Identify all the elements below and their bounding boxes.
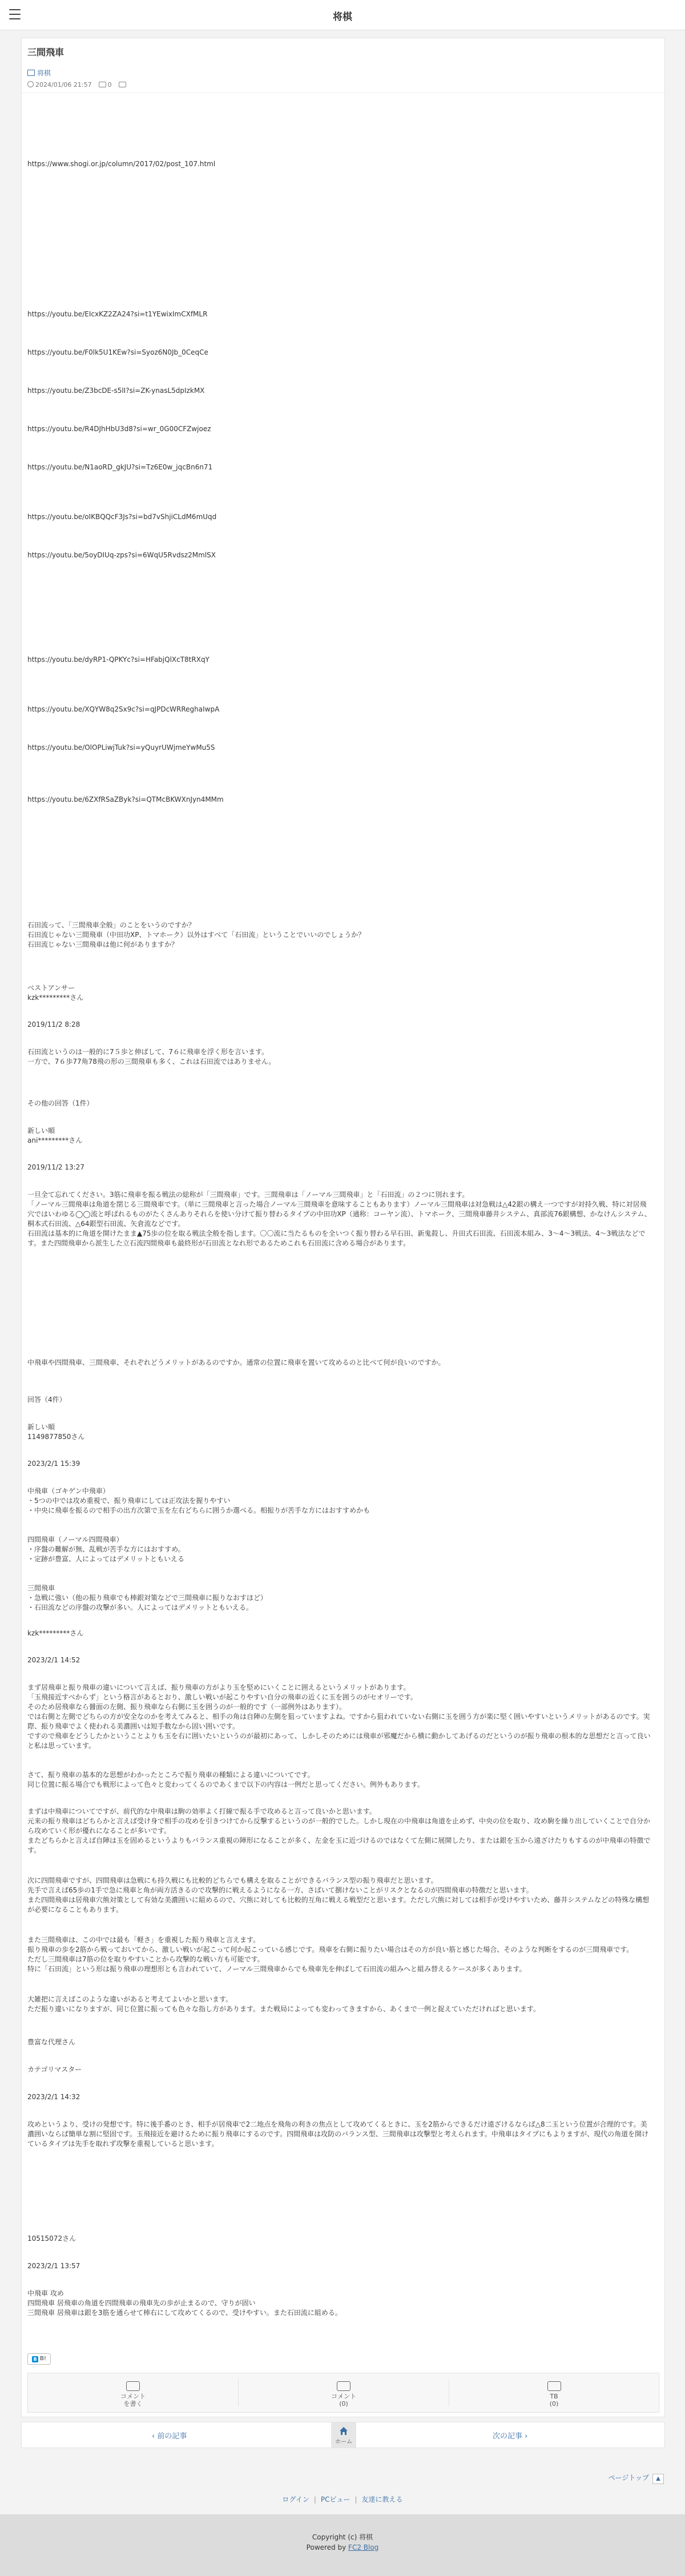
answer-date: 2019/11/2 13:27: [27, 1163, 84, 1171]
home-icon: [339, 2426, 348, 2436]
post-link[interactable]: https://youtu.be/dyRP1-QPKYc?si=HFabjQlXcT8tRXqY: [27, 656, 209, 664]
tell-friend-link[interactable]: 友達に教える: [361, 2495, 403, 2503]
post-link[interactable]: https://www.shogi.or.jp/column/2017/02/post_107.html: [27, 160, 216, 168]
fc2-blog-link[interactable]: FC2 Blog: [348, 2543, 379, 2551]
folder-icon: [27, 70, 35, 76]
clock-icon: [27, 81, 34, 87]
answer-author: 10515072さん: [27, 2235, 76, 2243]
post-datetime: 2024/01/06 21:57: [35, 81, 92, 89]
post-actions: [27, 2373, 659, 2413]
answer-date: 2023/2/1 13:57: [27, 2262, 80, 2270]
comment-button[interactable]: [239, 2373, 449, 2412]
other-answers-heading: その他の回答（1件）: [27, 1099, 94, 1107]
article-nav: [21, 2422, 665, 2448]
post-link[interactable]: https://youtu.be/Z3bcDE-s5lI?si=ZK-ynasL5dpIzkMX: [27, 387, 205, 395]
answer-date: 2019/11/2 8:28: [27, 1020, 80, 1028]
post-card: [21, 38, 665, 2417]
page-top-label[interactable]: ページトップ: [608, 2474, 649, 2482]
hatena-bookmark-label: B!: [40, 2356, 46, 2362]
answer-text: 三間飛車 ・急戦に強い（他の振り飛車でも棒銀対策などで三間飛車に振りなおすほど） ・石田流などの序盤の攻撃が多い。人によってはデメリットともいえる。: [27, 1584, 268, 1611]
post-link[interactable]: https://youtu.be/5oyDIUq-zps?si=6WqU5Rvdsz2MmlSX: [27, 551, 216, 559]
answers-heading: 回答（4件）: [27, 1396, 66, 1404]
post-header: [22, 38, 664, 93]
comment-write-icon: [126, 2381, 140, 2391]
post-link[interactable]: https://youtu.be/EIcxKZ2ZA24?si=t1YEwixImCXfMLR: [27, 310, 208, 318]
site-title[interactable]: 将棋: [333, 11, 352, 23]
answer-author: 豊富な代理さん: [27, 2038, 76, 2046]
answer-text: さて、振り飛車の基本的な思想がわかったところで振り飛車の種類による違いについてです。 同じ位置に振る場合でも戦形によって色々と変わってくるのであくまで以下の内容は一例だと思ってください。例外もあります。: [27, 1771, 424, 1789]
question-text: 石田流って、「三間飛車全般」のことをいうのですか？ 石田流じゃない三間飛車（中田功XP、トマホーク）以外はすべて「石田流」ということでいいのでしょうか？ 石田流じゃない三間飛車は他に何がありますか？: [27, 921, 365, 949]
answer-date: 2023/2/1 15:39: [27, 1460, 80, 1468]
powered-by: [0, 2543, 685, 2551]
write-comment-button[interactable]: [28, 2373, 238, 2412]
post-category-label[interactable]: 将棋: [37, 69, 51, 77]
answer-text: 石田流というのは一般的に7５歩と伸ばして、7６に飛車を浮く形を言います。 一方で、7６歩77角78飛の形の三間飛車も多く、これは石田流ではありません。: [27, 1048, 276, 1066]
post-category[interactable]: [27, 68, 51, 78]
next-article-label[interactable]: 次の記事: [493, 2432, 523, 2441]
answer-text: まずは中飛車についてですが、前代的な中飛車は駒の効率よく打線で振る手で攻めると言って良いかと思います。 元来の振り飛車はどちらかと言えば受け身で相手の攻めを引きつけてから反撃するというのが一般的でした。しかし現在の中飛車は角道を止めず、中央の位を取り、攻め駒を繰り出していくことで自分から攻めていく形が優れになることが多いです。 またどちらかと言えば自陣は玉を固めるというよりもバランス重視の陣形になることが多く、左金を玉に近づけるのではなくて左側に展開したり、または銀を玉から遠ざけたりもするのが中飛車の特徴です。: [27, 1807, 651, 1854]
separator: |: [354, 2495, 357, 2503]
page-top-link[interactable]: [609, 2473, 664, 2484]
post-link[interactable]: https://youtu.be/N1aoRD_gkJU?si=Tz6E0w_jqcBn6n71: [27, 463, 213, 471]
answer-text: 四間飛車（ノーマル四間飛車） ・序盤の難解が無、乱戦が苦手な方にはおすすめ。 ・定跡が豊富、人によってはデメリットともいえる: [27, 1536, 185, 1563]
answer-text: まず居飛車と振り飛車の違いについて言えば、振り飛車の方がより玉を堅めにいくことに囲えるというメリットがあります。 「玉飛接近すべからず」という格言があるとおり、激しい戦いが起こりやすい自分の飛車の近くに玉を囲うのがセオリーです。 そのため居飛車なら醤面の左側、振り飛車なら右側に玉を囲うのが一般的です（一部例外はあります）。 では右側と左側でどちらの方が安全なのかを考えてみると、相手の角は自陣の左側を狙っていますよね。ですから狙われていない右側に玉を囲う方が楽に堅く囲いやすいというメリットがあるのです。実際、振り飛車でよく使われる美濃囲いは短手数なから固い囲いです。 ですので飛車をどうしたかということよりも玉を右に囲いたいというのが最初にあって、しかしそのためには飛車が邪魔だから横に動かしてあげるのだというのが振り飛車の根本的な思想だと言って良いと私は思っています。: [27, 1683, 651, 1750]
powered-by-prefix: Powered by: [306, 2543, 349, 2551]
prev-article-link[interactable]: ‹ 前の記事: [152, 2432, 187, 2441]
home-label: ホーム: [335, 2439, 352, 2445]
answer-text: 中飛車（ゴキゲン中飛車） ・5つの中では攻め重視で、振り飛車にしては正攻法を握りやすい ・中央に飛車を振るので相手の出方次第で玉を左右どちらに囲うか選べる。相振りが苦手な方にはおすすめかも: [27, 1487, 370, 1514]
arrow-up-icon[interactable]: ▲: [652, 2474, 664, 2484]
answer-date: 2023/2/1 14:52: [27, 1656, 80, 1664]
top-bar: [0, 0, 685, 30]
hatena-bookmark-icon: B: [32, 2356, 38, 2362]
post-link[interactable]: https://youtu.be/OlOPLiwjTuk?si=yQuyrUWjmeYwMu5S: [27, 744, 215, 751]
answer-badge: カテゴリマスター: [27, 2065, 82, 2073]
post-link[interactable]: https://youtu.be/R4DJhHbU3d8?si=wr_0G00CFZwjoez: [27, 425, 211, 433]
comment-label: コメント (0): [331, 2393, 356, 2408]
post-meta: [27, 81, 128, 89]
answer-text: 一旦全て忘れてください。3筋に飛車を振る戦法の総称が「三間飛車」です。三間飛車は「ノーマル三間飛車」と「石田流」の２つに別れます。 「ノーマル三間飛車は角道を閉じる三間飛車です。（単に三間飛車と言った場合ノーマル三間飛車を意味することもあります）ノーマル三間飛車は対急戦は△42銀の構え一つですが対持久戦、特に対居飛穴ではいわゆる◯◯流と呼ばれるものがたくさんありそれらを使い分けて振り替わるタイプの中田功XP（通称：コーヤン流）、トマホーク、三間飛車藤井システム、真部流76銀構想、かなけんシステム、桐本式石田流、△64銀型石田流、矢倉流などです。 石田流は基本的に角道を開けたまま▲75歩の位を取る戦法全般を指します。〇〇流に当たるものを全いつく振り替わる早石田、新鬼殺し、升田式石田流、石田流本組み、3〜4〜3戦法、4〜3戦法などです。また四間飛車から派生した立石流四間飛車も最終形が石田流となれ形であるためこれも石田流に含める場合があります。: [27, 1191, 651, 1247]
trackback-icon[interactable]: [119, 82, 126, 87]
post-comment-count[interactable]: 0: [107, 81, 112, 89]
hatena-bookmark-button[interactable]: [27, 2353, 51, 2365]
footer-links: [0, 2494, 685, 2504]
post-link[interactable]: https://youtu.be/XQYW8q2Sx9c?si=qJPDcWRReghaIwpA: [27, 705, 220, 713]
answer-author: 新しい順 1149877850さん: [27, 1423, 85, 1441]
write-comment-label: コメント を書く: [120, 2393, 146, 2408]
answer-date: 2023/2/1 14:32: [27, 2093, 80, 2101]
comment-icon: [337, 2381, 350, 2391]
post-title: 三間飛車: [27, 47, 65, 58]
trackback-label: TB (0): [549, 2393, 559, 2408]
answer-text: 中飛車 攻め 四間飛車 居飛車の角道を四間飛車の飛車先の歩が止まるので、守りが固い 三間飛車 居飛車は銀を3筋を通らせて棒右にして攻めてくるので、受けやすい。また石田流に組める。: [27, 2289, 342, 2317]
trackback-button[interactable]: [449, 2373, 659, 2412]
pc-view-link[interactable]: PCビュー: [320, 2495, 350, 2503]
post-link[interactable]: https://youtu.be/oIKBQQcF3Js?si=bd7vShjiCLdM6mUqd: [27, 513, 217, 521]
comment-icon[interactable]: [99, 82, 106, 87]
answer-author: ベストアンサー kzk*********さん: [27, 984, 84, 1002]
separator: |: [313, 2495, 316, 2503]
answer-author: 新しい順 ani*********さん: [27, 1127, 83, 1144]
trackback-icon: [547, 2381, 561, 2391]
question-text: 中飛車や四間飛車、三間飛車、それぞれどうメリットがあるのですか。通常の位置に飛車を置いて攻めるのと比べて何が良いのですか。: [27, 1359, 445, 1367]
copyright: Copyright (c) 将棋: [312, 2533, 373, 2541]
answer-text: 次に四間飛車ですが、四間飛車は急戦にも持久戦にも比較的どちらでも構えを取ることができるバランス型の振り飛車だと思います。 先手で言えば65歩の1手で急に飛車と角が両方活きるので攻撃的に戦えるようになる一方、さばいて捌けないことがリスクとなるのが四間飛車の特徴だと思います。 また四間飛車は居飛車穴熊対策として有効な美濃囲いに組めるので、穴熊に対しても比較的互角に戦える戦型だと思います。ただし穴熊に対しては相手が受けやすいため、藤井システムなどの特殊な構想が必要になることもあります。: [27, 1876, 650, 1914]
answer-text: また三間飛車は、この中では最も「軽さ」を重視した振り飛車と言えます。 振り飛車の歩を2筋から戦っておいてから、激しい戦いが起こって何か起こっている感じです。飛車を右側に振りたい場合はその方が良い筋と感じた場合、そのような判断をするのが三間飛車です。 ただし三間飛車は7筋の位を取りやすいことから攻撃的な戦い方も可能です。 特に「石田流」という形は振り飛車の理想形とも言われていて、ノーマル三間飛車からでも飛車先を伸ばして石田流の組みへと組み替えるケースが多くあります。: [27, 1936, 634, 1973]
post-link[interactable]: https://youtu.be/F0lk5U1KEw?si=Syoz6N0Jb_0CeqCe: [27, 348, 208, 356]
post-link[interactable]: https://youtu.be/6ZXfRSaZByk?si=QTMcBKWXnJyn4MMm: [27, 795, 224, 803]
answer-author: kzk*********さん: [27, 1629, 84, 1637]
login-link[interactable]: ログイン: [282, 2495, 309, 2503]
answer-text: 攻めというより、受けの発想です。特に後手番のとき、相手が居飛車で2二地点を飛角の利きの焦点として攻めてくるときに、玉を2筋からできるだけ遠ざけるならば△8二玉という位置が合理的です。美濃囲いならば簡単な割に堅固です。玉飛接近を避けるために振り飛車にするのです。四間飛車は攻防のバランス型、三間飛車は攻撃型と考えられます。中飛車はタイプにもよりますが、現代の角道を開けているタイプは先手を取れず攻撃を重視していると思います。: [27, 2120, 649, 2148]
footer: [0, 2514, 685, 2576]
next-article-link[interactable]: 次の記事 ›: [493, 2432, 528, 2441]
home-button[interactable]: [331, 2422, 356, 2448]
prev-article-label[interactable]: 前の記事: [157, 2432, 187, 2441]
answer-text: 大雑把に言えばこのような違いがあると考えてよいかと思います。 ただ振り違いになりますが、同じ位置に振っても色々な指し方があります。また戦局によっても変わってきますから、あくまで一例と捉えていただければと思います。: [27, 1995, 540, 2013]
